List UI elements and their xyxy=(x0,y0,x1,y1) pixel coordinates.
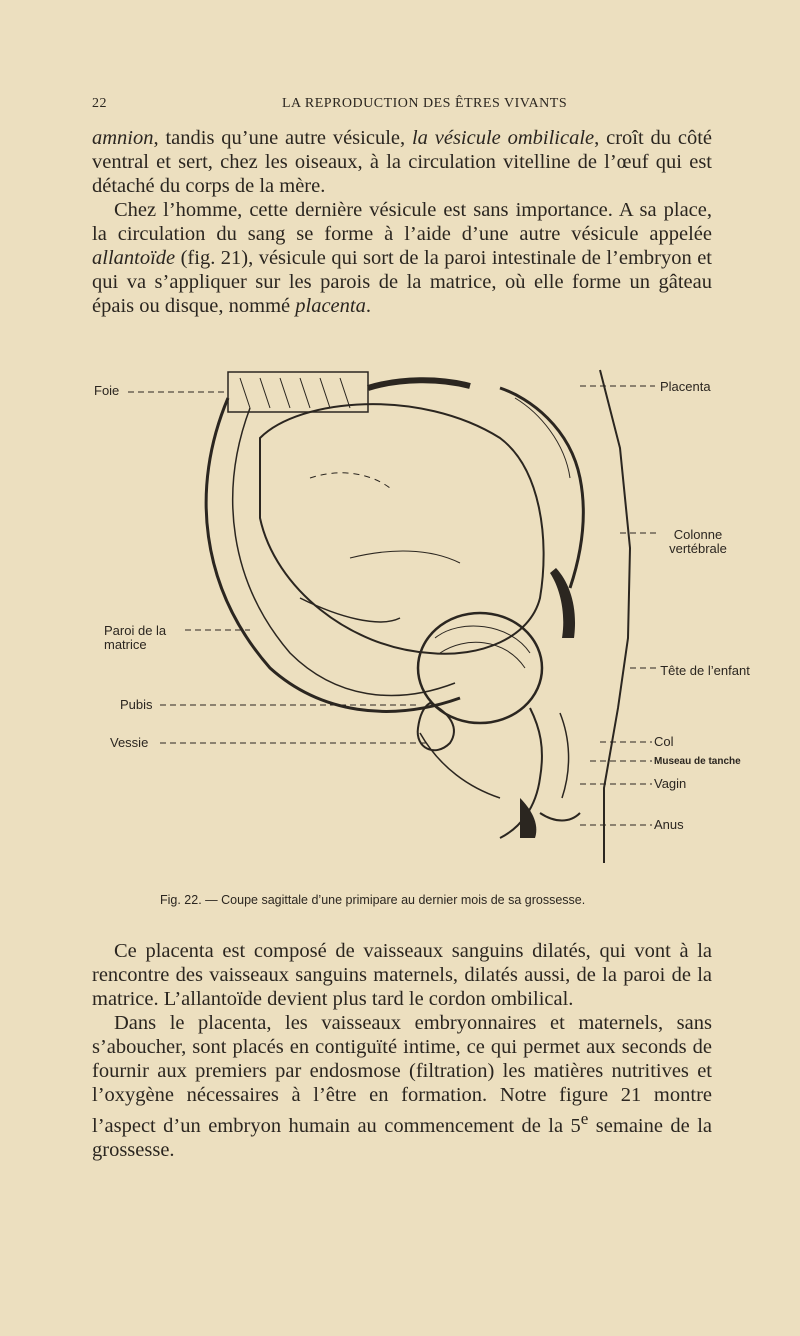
label-paroi-matrice: Paroi de la matrice xyxy=(104,623,167,652)
caption-text: — Coupe sagittale d’une primipare au dernier mois de sa grossesse. xyxy=(201,893,586,907)
term-allantoide: allantoïde xyxy=(92,247,176,269)
text-span: . xyxy=(365,295,371,317)
label-vagin: Vagin xyxy=(654,776,687,791)
figure-caption xyxy=(160,893,720,907)
term-placenta: placenta xyxy=(295,295,366,317)
text-span: Chez l’homme, cette dernière vésicule est sans importance. A sa place, la circulation du sang se forme à l’aide d’une autre vésicule appelée xyxy=(92,199,712,245)
label-col: Col xyxy=(654,734,674,749)
paragraph-3 xyxy=(92,939,712,1162)
label-museau-de-tanche: Museau de tanche xyxy=(654,756,741,767)
superscript: e xyxy=(580,1109,589,1128)
term-vesicule-ombilicale: la vésicule ombilicale xyxy=(411,127,595,149)
label-tete-enfant: Tête de l’enfant xyxy=(660,663,750,678)
label-placenta: Placenta xyxy=(660,379,711,394)
text-span: , croît du côté ventral et sert, chez les oiseaux, à la circulation vitelline de l’œuf qui est détaché du corps de la mère. xyxy=(92,127,712,197)
term-amnion: amnion xyxy=(92,127,154,149)
running-title: LA REPRODUCTION DES ÊTRES VIVANTS xyxy=(282,96,568,111)
label-foie: Foie xyxy=(94,383,120,398)
label-colonne-vertebrale: Colonne vertébrale xyxy=(669,527,727,556)
figure-22 xyxy=(94,368,760,868)
caption-prefix: Fig. 22. xyxy=(160,893,202,907)
text-span: Dans le placenta, les vaisseaux embryonnaires et maternels, sans s’aboucher, sont placés en contiguïté intime, ce qui permet aux seconds de fournir aux premiers par endosmose (filtration) les matières nutritives et l’oxygène nécessaires à l’être en formation. Notre figure 21 montre l’aspect d’un embryon humain au commencement de la 5 xyxy=(92,1012,712,1137)
label-vessie: Vessie xyxy=(110,735,149,750)
page-number: 22 xyxy=(92,96,107,111)
label-pubis: Pubis xyxy=(120,697,153,712)
text-span: (fig. 21), vésicule qui sort de la paroi intestinale de l’embryon et qui va s’appliquer sur les parois de la matrice, où elle forme un gâteau épais ou disque, nommé xyxy=(92,247,712,317)
text-span: semaine de la grossesse. xyxy=(92,1114,713,1161)
label-anus: Anus xyxy=(654,817,684,832)
paragraph-1 xyxy=(92,126,712,318)
sagittal-section-illustration xyxy=(100,368,760,868)
text-span: , tandis qu’une autre vésicule, xyxy=(153,127,412,149)
text-span: Ce placenta est composé de vaisseaux sanguins dilatés, qui vont à la rencontre des vaisseaux sanguins maternels, dilatés aussi, de la paroi de la matrice. L’allantoïde devient plus tard le cordon ombilical. xyxy=(92,940,712,1010)
